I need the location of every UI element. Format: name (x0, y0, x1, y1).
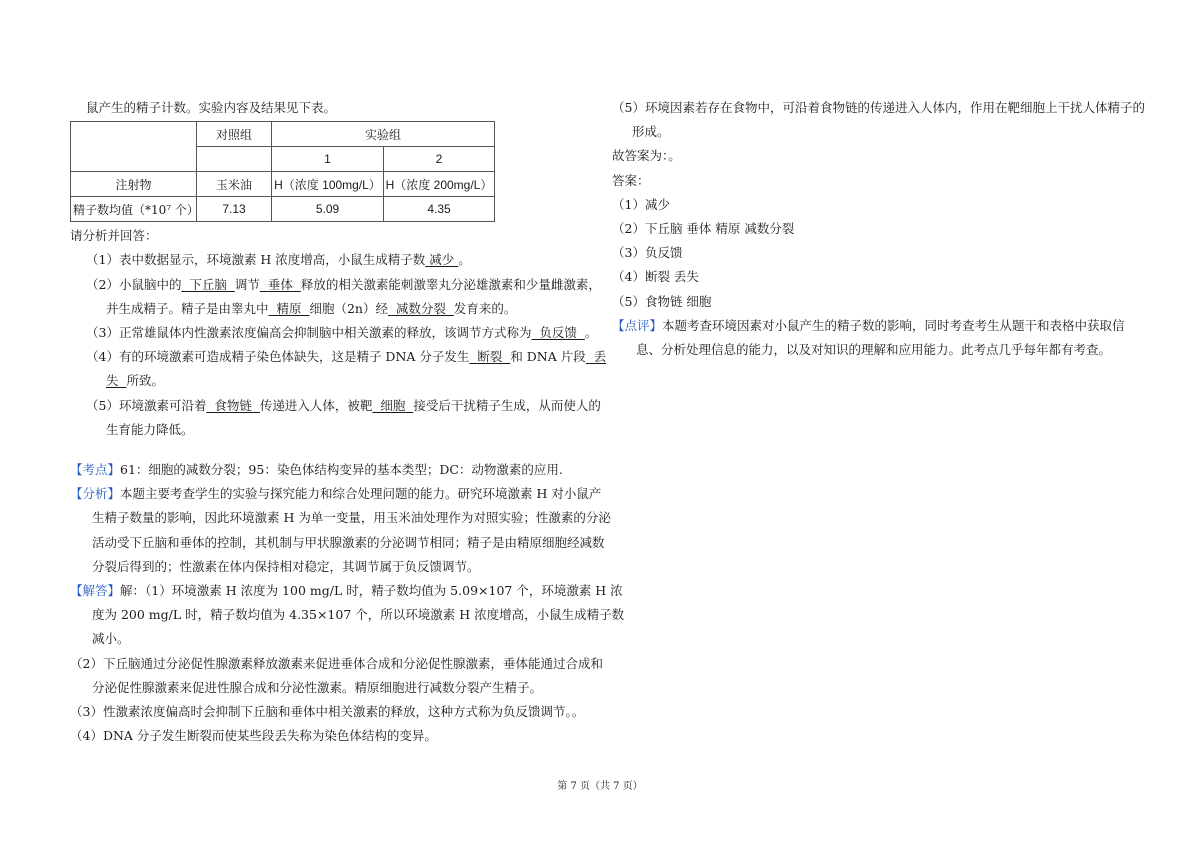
ask-text: 请分析并回答： (70, 228, 158, 244)
answer-3: （3）性激素浓度偏高时会抑制下丘脑和垂体中相关激素的释放，这种方式称为负反馈调节。。 (70, 704, 585, 720)
answer-2-line1: （2）下丘脑通过分泌促性腺激素释放激素来促进垂体合成和分泌促性腺激素，垂体能通过合成和 (70, 655, 603, 671)
experiment-group-header: 实验组 (272, 122, 495, 147)
answer-5-line2: 形成。 (632, 124, 670, 140)
page-footer: 第 7 页（共 7 页） (557, 781, 643, 792)
answer-5-line1: （5）环境因素若存在食物中，可沿着食物链的传递进入人体内，作用在靶细胞上干扰人体精子的 (612, 100, 1145, 115)
blank-answer: 减数分裂 (395, 300, 446, 316)
answer-item: （4）断裂 丢失 (612, 269, 699, 285)
cell-control-injection: 玉米油 (197, 172, 272, 197)
kaodian-section: 【考点】61：细胞的减数分裂；95：染色体结构变异的基本类型；DC：动物激素的应用. (70, 462, 563, 478)
blank-answer: 食物链 (214, 397, 252, 413)
blank-answer: 精原 (276, 300, 302, 316)
question-2-line2: 并生成精子。精子是由睾丸中 精原 细胞（2n）经 减数分裂 发育来的。 (106, 300, 517, 316)
jieda-line2: 度为 200 mg/L 时，精子数均值为 4.35×107 个，所以环境激素 H 浓度增高，小鼠生成精子数 (92, 607, 625, 623)
blank-answer: 减少 (429, 252, 455, 268)
blank-answer: 下丘脑 (189, 276, 227, 292)
question-5-line1: （5）环境激素可沿着 食物链 传递进入人体，被靶 细胞 接受后干扰精子生成，从而使人的 (86, 397, 601, 413)
sub-header-2: 2 (384, 147, 495, 172)
answer-4: （4）DNA 分子发生断裂而使某些段丢失称为染色体结构的变异。 (70, 728, 437, 744)
answer-label: 答案： (612, 172, 650, 188)
row-label-injection: 注射物 (71, 172, 197, 197)
table-empty-cell (197, 147, 272, 172)
question-4-line2: 失 所致。 (106, 373, 164, 389)
blank-answer: 负反馈 (539, 325, 577, 341)
fenxi-line2: 生精子数量的影响，因此环境激素 H 为单一变量，用玉米油处理作为对照实验；性激素的分泌 (92, 510, 611, 526)
table-corner-cell (71, 122, 197, 172)
question-2-line1: （2）小鼠脑中的 下丘脑 调节 垂体 释放的相关激素能刺激睾丸分泌雄激素和少量雌激素， (86, 276, 601, 292)
blank-answer: 细胞 (380, 397, 406, 413)
dianping-line2: 息、分析处理信息的能力，以及对知识的理解和应用能力。此考点几乎每年都有考查。 (636, 342, 1112, 358)
cell-exp1-injection: H（浓度 100mg/L） (272, 172, 384, 197)
fenxi-line3: 活动受下丘脑和垂体的控制，其机制与甲状腺激素的分泌调节相同；精子是由精原细胞经减数 (92, 534, 605, 550)
answer-item: （2）下丘脑 垂体 精原 减数分裂 (612, 221, 795, 237)
question-3: （3）正常雄鼠体内性激素浓度偏高会抑制脑中相关激素的释放，该调节方式称为 负反馈 。 (86, 325, 598, 341)
jieda-line1: 【解答】解：（1）环境激素 H 浓度为 100 mg/L 时，精子数均值为 5.09×107 个，环境激素 H 浓 (70, 583, 623, 599)
answer-item: （3）负反馈 (612, 245, 683, 261)
fenxi-line1: 【分析】本题主要考查学生的实验与探究能力和综合处理问题的能力。研究环境激素 H 对小鼠产 (70, 486, 602, 502)
cell-exp2-sperm: 4.35 (384, 197, 495, 222)
question-4-line1: （4）有的环境激素可造成精子染色体缺失，这是精子 DNA 分子发生 断裂 和 DNA 片段 丢 (86, 349, 607, 365)
dianping-tag: 【点评】 (612, 317, 663, 333)
cell-exp1-sperm: 5.09 (272, 197, 384, 222)
answer-item: （5）食物链 细胞 (612, 293, 712, 309)
dianping-line1: 【点评】本题考查环境因素对小鼠产生的精子数的影响，同时考查考生从题干和表格中获取信 (612, 317, 1125, 333)
experiment-table (70, 121, 495, 222)
jieda-tag: 【解答】 (70, 583, 121, 599)
blank-answer: 垂体 (267, 276, 293, 292)
control-group-header: 对照组 (197, 122, 272, 147)
right-column (612, 96, 1145, 362)
blank-answer: 丢 (593, 349, 607, 365)
question-5-line2: 生育能力降低。 (106, 421, 194, 437)
kaodian-tag: 【考点】 (70, 462, 121, 478)
intro-text: 鼠产生的精子计数。实验内容及结果见下表。 (86, 100, 337, 115)
left-column (70, 96, 625, 748)
conclusion-text: 故答案为：。 (612, 148, 681, 164)
cell-exp2-injection: H（浓度 200mg/L） (384, 172, 495, 197)
jieda-line3: 减小。 (92, 631, 130, 647)
fenxi-line4: 分裂后得到的；性激素在体内保持相对稳定，其调节属于负反馈调节。 (92, 558, 480, 574)
sub-header-1: 1 (272, 147, 384, 172)
blank-answer: 断裂 (477, 349, 503, 365)
answer-item: （1）减少 (612, 196, 670, 212)
question-1: （1）表中数据显示，环境激素 H 浓度增高，小鼠生成精子数 减少 。 (86, 252, 471, 268)
row-label-sperm-count: 精子数均值（*10⁷ 个） (71, 197, 197, 222)
cell-control-sperm: 7.13 (197, 197, 272, 222)
blank-answer: 失 (106, 373, 119, 389)
answer-2-line2: 分泌促性腺激素来促进性腺合成和分泌性激素。精原细胞进行减数分裂产生精子。 (92, 679, 543, 695)
fenxi-tag: 【分析】 (70, 486, 121, 502)
